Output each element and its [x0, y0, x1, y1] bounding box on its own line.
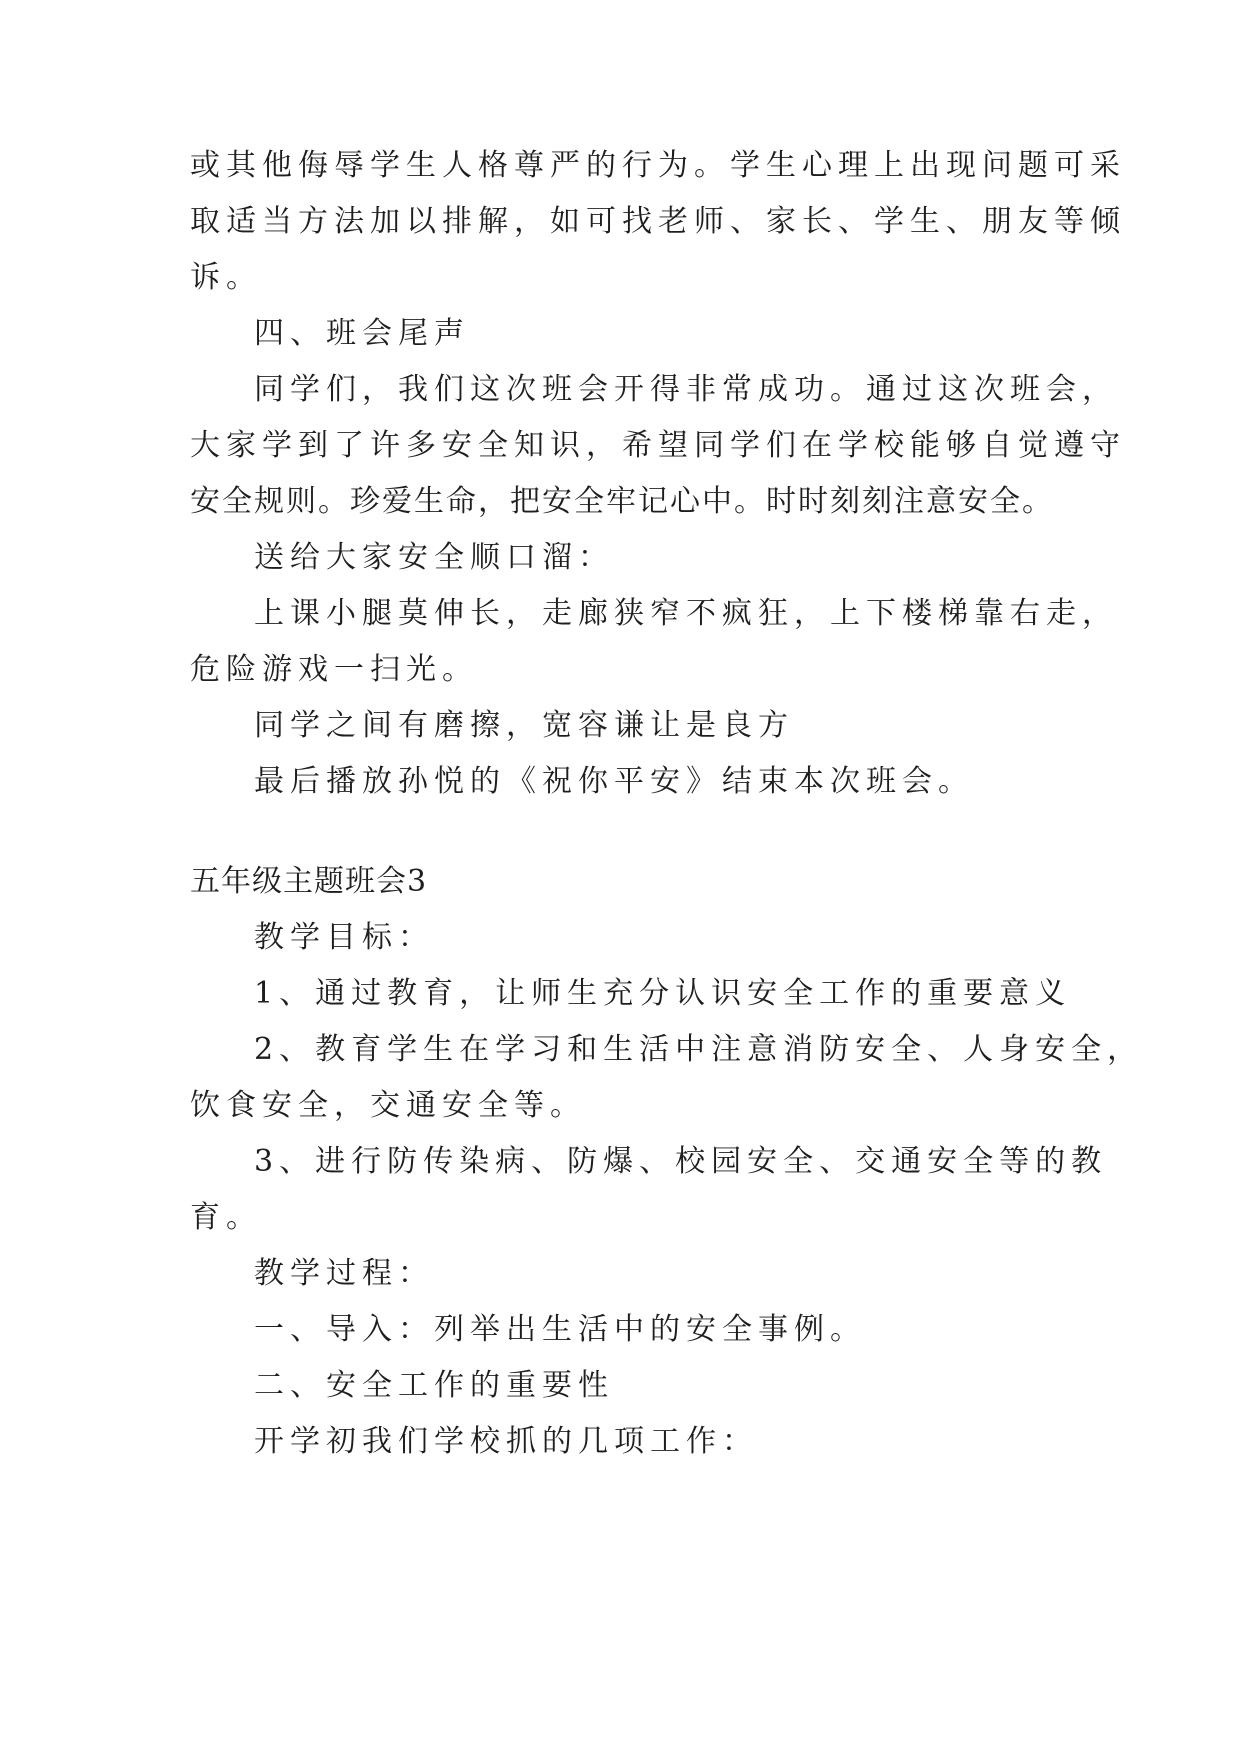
list-item: 3、进行防传染病、防爆、校园安全、交通安全等的教 [254, 1144, 1108, 1179]
paragraph-line: 开学初我们学校抓的几项工作： [254, 1424, 758, 1459]
paragraph-line: 诉。 [190, 260, 262, 295]
section-heading: 教学目标： [254, 920, 434, 955]
paragraph-line: 大家学到了许多安全知识，希望同学们在学校能够自觉遵守 [190, 428, 1126, 463]
list-item: 2、教育学生在学习和生活中注意消防安全、人身安全， [254, 1032, 1144, 1067]
paragraph-line: 或其他侮辱学生人格尊严的行为。学生心理上出现问题可采 [190, 148, 1126, 183]
paragraph-line: 同学之间有磨擦，宽容谦让是良方 [254, 708, 794, 743]
paragraph-line: 取适当方法加以排解，如可找老师、家长、学生、朋友等倾 [190, 204, 1126, 239]
document-title: 五年级主题班会3 [190, 864, 428, 899]
paragraph-line: 最后播放孙悦的《祝你平安》结束本次班会。 [254, 764, 974, 799]
paragraph-line: 一、导入：列举出生活中的安全事例。 [254, 1312, 866, 1347]
paragraph-line: 安全规则。珍爱生命，把安全牢记心中。时时刻刻注意安全。 [190, 484, 1054, 519]
paragraph-line: 二、安全工作的重要性 [254, 1368, 614, 1403]
paragraph-line: 危险游戏一扫光。 [190, 652, 478, 687]
list-item-continuation: 饮食安全，交通安全等。 [190, 1088, 586, 1123]
paragraph-line: 送给大家安全顺口溜： [254, 540, 614, 575]
section-heading: 四、班会尾声 [254, 316, 470, 351]
paragraph-line: 同学们，我们这次班会开得非常成功。通过这次班会， [254, 372, 1118, 407]
list-item: 1、通过教育，让师生充分认识安全工作的重要意义 [254, 976, 1072, 1011]
list-item-continuation: 育。 [190, 1200, 262, 1235]
section-heading: 教学过程： [254, 1256, 434, 1291]
paragraph-line: 上课小腿莫伸长，走廊狭窄不疯狂，上下楼梯靠右走， [254, 596, 1118, 631]
